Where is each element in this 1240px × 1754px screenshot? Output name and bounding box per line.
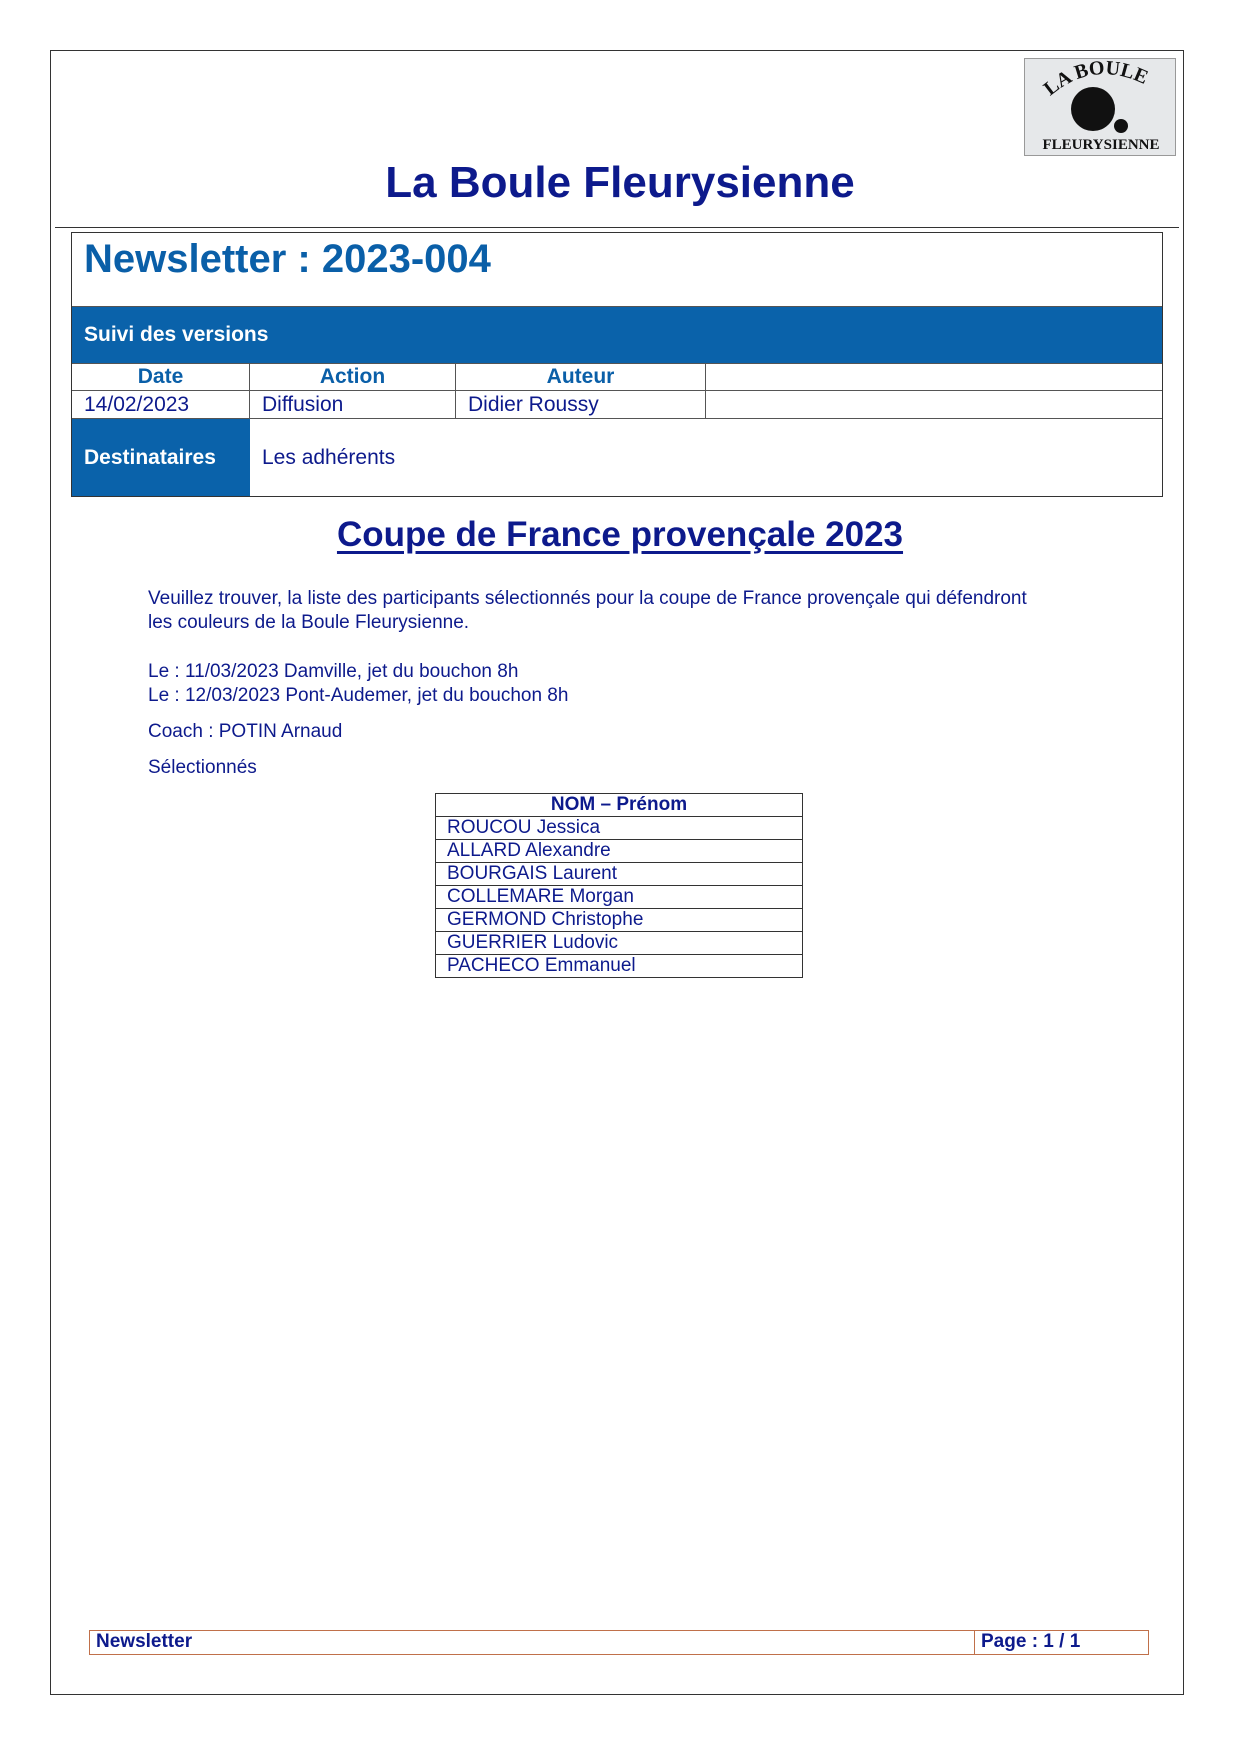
column-header-author: Auteur: [456, 364, 706, 390]
event-date-2: Le : 12/03/2023 Pont-Audemer, jet du bouchon 8h: [148, 685, 569, 706]
page-footer: [89, 1630, 1149, 1655]
boule-logo-icon: [1025, 59, 1176, 156]
coach-line: Coach : POTIN Arnaud: [148, 721, 343, 742]
article-title: Coupe de France provençale 2023: [336, 515, 904, 554]
logo-top-text: LA BOULE: [1039, 59, 1152, 101]
version-action: Diffusion: [250, 391, 456, 418]
player-name: GUERRIER Ludovic: [436, 932, 803, 955]
table-row: [436, 955, 803, 978]
players-header-row: [436, 794, 803, 817]
column-header-date: Date: [72, 364, 250, 390]
player-name: COLLEMARE Morgan: [436, 886, 803, 909]
title-divider: [55, 227, 1179, 228]
table-row: [436, 817, 803, 840]
selected-label: Sélectionnés: [148, 757, 257, 778]
table-row: [436, 886, 803, 909]
event-date-1: Le : 11/03/2023 Damville, jet du bouchon 8h: [148, 661, 519, 682]
players-table: [435, 793, 803, 978]
versions-heading: Suivi des versions: [72, 307, 1162, 363]
column-header-extra: [706, 364, 1162, 390]
recipients-row: [72, 418, 1162, 496]
newsletter-title: Newsletter : 2023-004: [72, 233, 1162, 307]
footer-page-number: Page : 1 / 1: [974, 1631, 1148, 1654]
player-name: PACHECO Emmanuel: [436, 955, 803, 978]
versions-header-row: [72, 363, 1162, 390]
player-name: GERMOND Christophe: [436, 909, 803, 932]
table-row: [436, 863, 803, 886]
logo-bottom-text: FLEURYSIENNE: [1042, 137, 1160, 153]
player-name: ROUCOU Jessica: [436, 817, 803, 840]
player-name: BOURGAIS Laurent: [436, 863, 803, 886]
recipients-label: Destinataires: [72, 419, 250, 496]
table-row: [436, 840, 803, 863]
footer-doc-type: Newsletter: [96, 1631, 193, 1652]
club-title: La Boule Fleurysienne: [385, 158, 855, 207]
recipients-value: Les adhérents: [262, 445, 396, 469]
version-extra: [706, 391, 1162, 418]
newsletter-header-table: [71, 232, 1163, 497]
player-name: ALLARD Alexandre: [436, 840, 803, 863]
table-row: [436, 932, 803, 955]
club-logo: [1024, 58, 1176, 156]
players-column-header: NOM – Prénom: [436, 794, 803, 817]
version-author: Didier Roussy: [456, 391, 706, 418]
column-header-action: Action: [250, 364, 456, 390]
article-intro: Veuillez trouver, la liste des participants sélectionnés pour la coupe de France provençale qui défendront les couleurs de la Boule Fleurysienne.: [148, 588, 1027, 633]
version-row: [72, 390, 1162, 418]
table-row: [436, 909, 803, 932]
version-date: 14/02/2023: [72, 391, 250, 418]
